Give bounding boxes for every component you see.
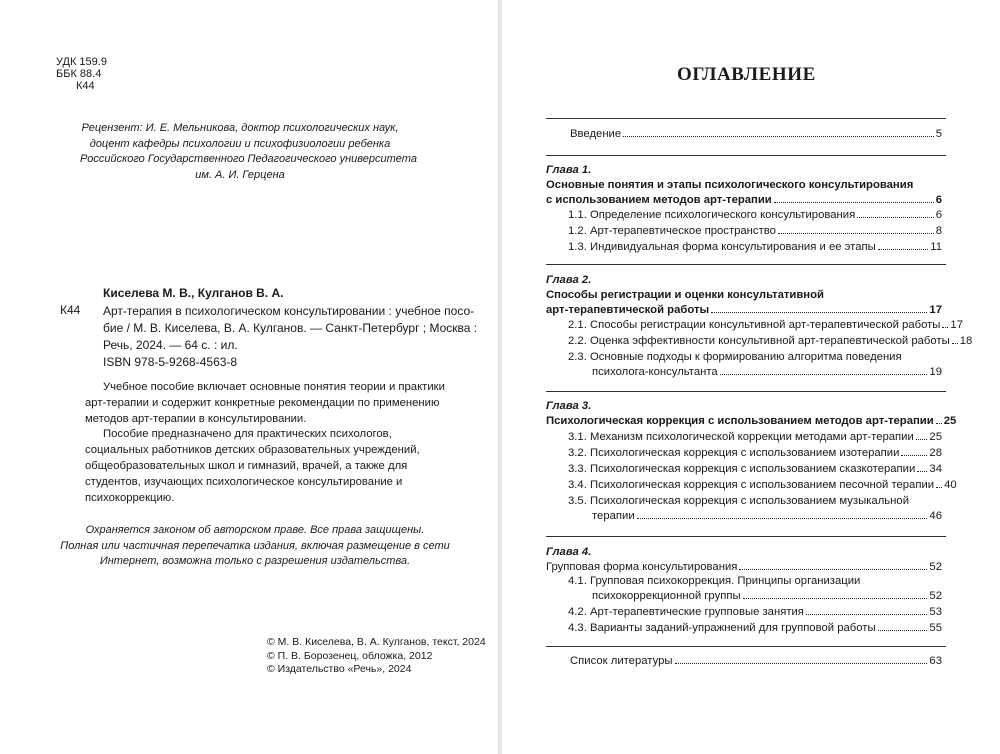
dot-leader [878,249,929,250]
section-entry-page: 40 [944,479,957,491]
section-entry-title: 1.2. Арт-терапевтическое пространство [568,225,776,237]
section-entry-title: психолога-консультанта [592,366,718,378]
section-entry[interactable] [592,509,942,524]
left-page [0,0,498,754]
udk-code: УДК 159.9 [56,56,107,68]
section-entry[interactable] [568,446,942,461]
dot-leader [901,455,927,456]
chapter-title-page: 6 [935,194,942,206]
dot-leader [720,374,928,375]
bbk-code: ББК 88.4 [56,68,102,80]
toc-intro[interactable] [570,127,942,142]
section-entry-title: 4.3. Варианты заданий-упражнений для групповой работы [568,622,876,634]
copyright-line: © Издательство «Речь», 2024 [267,663,412,675]
section-entry-page: 11 [930,241,942,253]
section-entry-page: 28 [929,447,942,459]
section-line: 4.1. Групповая психокоррекция. Принципы организации [568,575,861,587]
section-line: 2.3. Основные подходы к формированию алгоритма поведения [568,351,902,363]
chapter-title-title: Психологическая коррекция с использованием методов арт-терапии [546,415,934,427]
catalog-code: К44 [60,303,81,317]
section-entry-title: психокоррекционной группы [592,590,741,602]
toc-rule [546,646,946,647]
section-entry-title: 1.1. Определение психологического консультирования [568,209,856,221]
chapter-label: Глава 1. [546,164,592,176]
toc-intro-page: 5 [935,128,942,140]
chapter-title-title: Групповая форма консультирования [546,561,738,573]
section-entry-title: 3.2. Психологическая коррекция с использованием изотерапии [568,447,900,459]
dot-leader [711,312,927,313]
dot-leader [806,614,928,615]
toc-bibliography-page: 63 [929,655,942,667]
chapter-title-title: с использованием методов арт-терапии [546,194,772,206]
section-line: 3.5. Психологическая коррекция с использованием музыкальной [568,495,910,507]
chapter-rule [546,264,946,265]
section-entry[interactable] [568,430,942,445]
rights-line: Полная или частичная перепечатка издания, включая размещение в сети [60,539,450,552]
chapter-title[interactable] [546,303,942,318]
section-entry-page: 55 [929,622,942,634]
section-entry-page: 6 [935,209,942,221]
section-entry[interactable] [568,224,942,239]
dot-leader [675,663,928,664]
toc-bibliography-title: Список литературы [570,655,673,667]
section-entry-page: 52 [929,590,942,602]
section-entry-page: 25 [929,431,942,443]
section-entry[interactable] [568,605,942,620]
dot-leader [774,202,934,203]
section-entry-page: 18 [959,335,973,347]
section-entry[interactable] [568,462,942,477]
dot-leader [916,439,928,440]
dot-leader [936,487,942,488]
reviewer-line: доцент кафедры психологии и психофизиологии ребенка [89,137,391,150]
section-entry-page: 53 [929,606,942,618]
chapter-title[interactable] [546,560,942,575]
dot-leader [936,423,942,424]
section-entry-page: 8 [935,225,942,237]
chapter-label: Глава 2. [546,274,592,286]
dot-leader [778,233,934,234]
authors-heading: Киселева М. В., Кулганов В. А. [103,286,284,300]
section-entry[interactable] [568,318,963,333]
annotation [85,380,449,506]
chapter-rule [546,391,946,392]
section-entry[interactable] [568,334,973,349]
dot-leader [942,327,948,328]
dot-leader [917,471,927,472]
chapter-title-title: арт-терапевтической работы [546,304,710,316]
reviewer-line: Рецензент: И. Е. Мельникова, доктор психологических наук, [81,122,399,134]
reviewer-block [80,121,417,183]
copyright-line: © М. В. Киселева, В. А. Кулганов, текст, 2024 [267,636,486,648]
bib-line: бие / М. В. Киселева, В. А. Кулганов. — Санкт-Петербург ; Москва : [103,321,478,335]
section-entry-page: 34 [929,463,942,475]
chapter-title-line: Способы регистрации и оценки консультативной [546,289,824,301]
section-entry-title: терапии [592,510,635,522]
dot-leader [952,343,958,344]
rights-line: Интернет, возможна только с разрешения издательства. [99,555,411,567]
chapter-title-page: 52 [929,561,942,573]
chapter-label: Глава 3. [546,400,592,412]
section-entry[interactable] [568,240,942,255]
chapter-title[interactable] [546,193,942,208]
toc-intro-title: Введение [570,128,622,140]
section-entry[interactable] [568,208,942,223]
chapter-label: Глава 4. [546,546,592,558]
chapter-title-page: 17 [929,304,942,316]
chapter-rule [546,155,946,156]
bibliographic-description [103,303,478,354]
copyright-line: © П. В. Борозенец, обложка, 2012 [267,649,433,662]
reviewer-line: им. А. И. Герцена [195,168,285,181]
chapter-title-line: Основные понятия и этапы психологического консультирования [546,179,914,191]
chapter-title[interactable] [546,414,957,429]
dot-leader [739,569,927,570]
toc-rule [546,118,946,119]
chapter-rule [546,536,946,537]
section-entry[interactable] [568,478,957,493]
bib-line: Речь, 2024. — 64 с. : ил. [103,338,238,352]
chapter-title-page: 25 [943,415,957,427]
annotation-paragraph: Пособие предназначено для практических психологов, социальных работников детских образовательных учреждений, общеобразовательных школ и гимназий, врачей, а также для студентов, изучающих психологическое консультирование и психокоррекцию. [85,428,420,504]
toc-title: ОГЛАВЛЕНИЕ [677,64,816,85]
annotation-paragraph: Учебное пособие включает основные понятия теории и практики арт-терапии и содержит конкретные рекомендации по применению методов арт-терапии в консультировании. [85,381,445,425]
dot-leader [857,217,934,218]
section-entry-page: 46 [929,510,942,522]
section-entry-title: 3.3. Психологическая коррекция с использованием сказкотерапии [568,463,916,475]
dot-leader [623,136,934,137]
dot-leader [878,630,928,631]
bib-line: Арт-терапия в психологическом консультировании : учебное посо- [103,304,475,318]
copyright-lines [267,636,486,677]
classification-block [56,56,107,92]
toc-bibliography[interactable] [570,654,942,669]
author-sign: К44 [76,80,95,92]
section-entry[interactable] [592,365,942,380]
isbn: ISBN 978-5-9268-4563-8 [103,355,238,369]
rights-notice [60,523,450,570]
section-entry-title: 1.3. Индивидуальная форма консультирования и ее этапы [568,241,876,253]
section-entry-title: 2.2. Оценка эффективности консультивной арт-терапевтической работы [568,335,950,347]
rights-line: Охраняется законом об авторском праве. Все права защищены. [85,524,425,536]
dot-leader [743,598,928,599]
section-entry-page: 19 [929,366,942,378]
section-entry[interactable] [568,621,942,636]
section-entry-title: 2.1. Способы регистрации консультивной арт-терапевтической работы [568,319,941,331]
section-entry-title: 3.1. Механизм психологической коррекции методами арт-терапии [568,431,914,443]
section-entry-title: 3.4. Психологическая коррекция с использованием песочной терапии [568,479,935,491]
section-entry-page: 17 [950,319,963,331]
section-entry-title: 4.2. Арт-терапевтические групповые занятия [568,606,804,618]
section-entry[interactable] [592,589,942,604]
dot-leader [637,518,928,519]
reviewer-line: Российского Государственного Педагогического университета [80,153,417,165]
